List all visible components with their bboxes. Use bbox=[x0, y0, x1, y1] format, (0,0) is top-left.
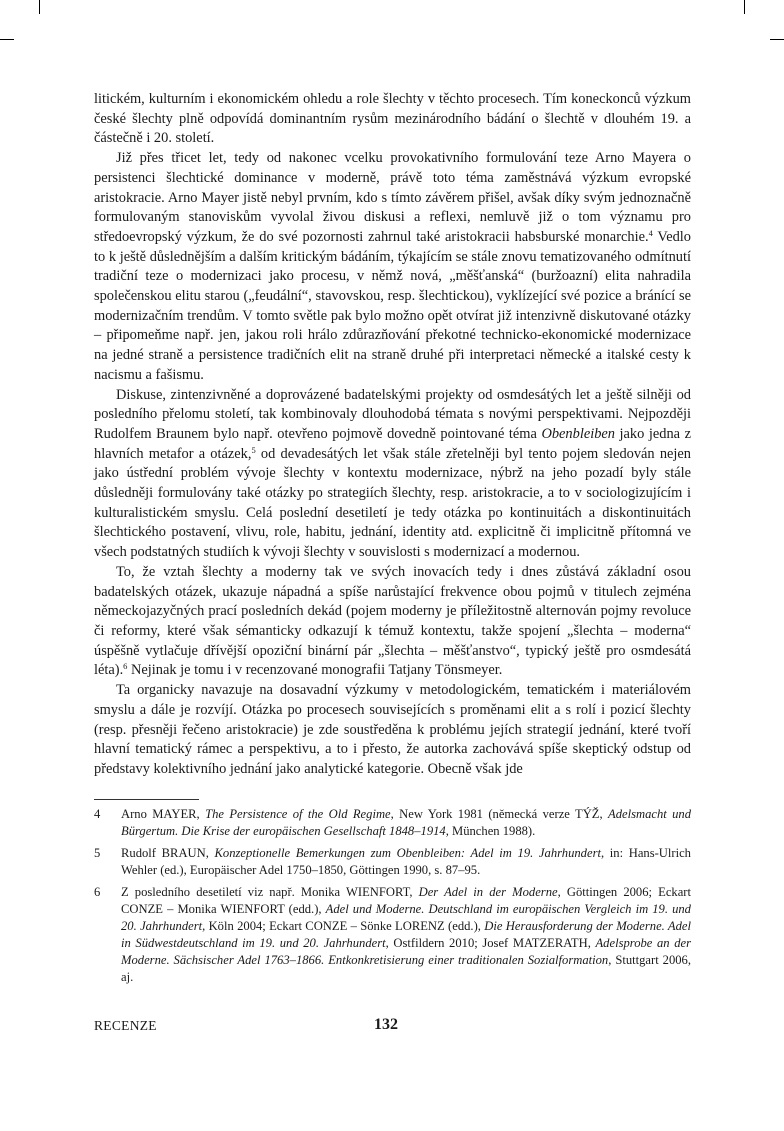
footnote-6-text-a: Z posledního desetiletí viz např. Monika WIENFORT, bbox=[121, 885, 419, 899]
footnote-4-text-b: , New York 1981 (německá verze TÝŽ, bbox=[390, 807, 608, 821]
paragraph-5: Ta organicky navazuje na dosavadní výzkumy v metodologickém, tematickém i materiálovém smyslu a dále je rozvíjí. Otázka po procesech souvisejících s proměnami elit a s rolí i pozicí šlechty (resp. přesněji řečeno aristokracie) je zde soustředěna k problému jejích strategií jednání, které tvoří hlavní tematický rámec a perspektivu, a to i přesto, že autorka zachovává spíše skeptický odstup od představy kolektivního jednání jako analytické kategorie. Obecně však jde bbox=[94, 682, 691, 777]
footnote-4 bbox=[94, 806, 691, 840]
paragraph-3 bbox=[94, 386, 691, 563]
paragraph-2-text-a: Již přes třicet let, tedy od nakonec vcelku provokativního formulování teze Arno Mayera o persistenci šlechtické dominance v moderně, právě toto téma zaměstnává výzkum evropské aristokracie. Arno Mayer jistě nebyl prvním, kdo s tímto závěrem přišel, avšak díky svým jednoznačně formulovaným stanoviskům vyvolal živou diskusi a reflexi, nemluvě již o tom významu pro středoevropský výzkum, že do své pozornosti zahrnul také aristokracii habsburské monarchie. bbox=[94, 150, 691, 245]
footnote-6-text-c: , Köln 2004; Eckart CONZE – Sönke LORENZ (edd.), bbox=[202, 919, 485, 933]
paragraph-3-term: Obenbleiben bbox=[541, 425, 615, 442]
footnote-text bbox=[121, 806, 691, 840]
footnote-ref-6[interactable]: 6 bbox=[123, 661, 128, 672]
crop-mark-top-left-horizontal bbox=[0, 39, 14, 40]
footnote-ref-5[interactable]: 5 bbox=[251, 444, 256, 455]
footnote-6-title-3: Die Herausforderung der Moderne. Adel in Südwestdeutschland im 19. und 20. Jahrhundert bbox=[121, 919, 691, 950]
crop-mark-top-right-vertical bbox=[744, 0, 745, 14]
paragraph-1: litickém, kulturním i ekonomickém ohledu a role šlechty v těchto procesech. Tím koneckonců výzkum české šlechty plně odpovídá dominantním rysům mezinárodního bádání o šlechtě v dlouhém 19. a částečně i 20. století. bbox=[94, 91, 691, 147]
paragraph-2 bbox=[94, 149, 691, 385]
footnote-6-text-b: , Göttingen 2006; Eckart CONZE – Monika WIENFORT (edd.), bbox=[121, 885, 691, 916]
paragraph-3-text-b: jako jedna z hlavních metafor a otázek, bbox=[94, 425, 691, 462]
footnote-6-text-e: , Stuttgart 2006, aj. bbox=[121, 953, 691, 984]
paragraph-3-text-a: Diskuse, zintenzivněné a doprovázené badatelskými projekty od osmdesátých let a ještě silněji od posledního přelomu století, tak kombinovaly dlouhodobá témata s novými perspektivami. Nejpozději Rudolfem Braunem bylo např. otevřeno pojmově dovedně pointované téma bbox=[94, 386, 691, 442]
crop-mark-top-left-vertical bbox=[39, 0, 40, 14]
footnote-6-title-2: Adel und Moderne. Deutschland im europäischen Vergleich im 19. und 20. Jahrhundert bbox=[121, 902, 691, 933]
footnote-number: 6 bbox=[94, 885, 101, 899]
paragraph-2-text-b: Vedlo to k ještě důslednějším a dalším kritickým bádáním, týkajícím se stále znovu tematizovaného odmítnutí tradiční teze o modernizaci jako procesu, v němž nová, „měšťanská“ (buržoazní) elita nahradila společenskou elitu starou („feudální“, stavovskou, resp. šlechtickou), vyklízející své pozice a bránící se modernizačním trendům. V tomto světle pak bylo možno opět otvírat již intenzivně diskutované otázky – připomeňme např. jen, jakou roli hrálo zdůrazňování překotné technicko-ekonomické modernizace na jedné straně a persistence tradičních elit na straně druhé při interpretaci německé a italské cesty k nacismu a fašismu. bbox=[94, 228, 691, 383]
footnote-ref-4[interactable]: 4 bbox=[648, 227, 653, 238]
footnote-number: 4 bbox=[94, 807, 101, 821]
page-number: 132 bbox=[374, 1016, 398, 1033]
footnote-6-text-d: , Ostfildern 2010; Josef MATZERATH, bbox=[385, 936, 596, 950]
footnote-5 bbox=[94, 845, 691, 879]
footnote-6 bbox=[94, 884, 691, 986]
footnote-text bbox=[121, 884, 691, 986]
footnotes bbox=[94, 806, 691, 991]
paragraph-4 bbox=[94, 563, 691, 681]
crop-mark-top-right-horizontal bbox=[770, 39, 784, 40]
footnote-divider bbox=[94, 799, 199, 800]
footnote-4-title-1: The Persistence of the Old Regime bbox=[205, 807, 391, 821]
footnote-5-title-1: Konzeptionelle Bemerkungen zum Obenbleiben: Adel im 19. Jahrhundert bbox=[214, 846, 601, 860]
footnote-5-text-a: Rudolf BRAUN, bbox=[121, 846, 215, 860]
footnote-6-title-1: Der Adel in der Moderne bbox=[418, 885, 558, 899]
paragraph-4-text-b: Nejinak je tomu i v recenzované monografii Tatjany Tönsmeyer. bbox=[127, 662, 503, 679]
footnote-4-title-2: Adelsmacht und Bürgertum. Die Krise der europäischen Gesellschaft 1848–1914 bbox=[121, 807, 692, 838]
running-footer-section: RECENZE bbox=[94, 1018, 157, 1033]
footnote-4-text-c: , München 1988). bbox=[445, 824, 536, 838]
footnote-4-text-a: Arno MAYER, bbox=[121, 807, 206, 821]
paragraph-4-text-a: To, že vztah šlechty a moderny tak ve svých inovacích tedy i dnes zůstává základní osou badatelských otázek, ukazuje nápadná a spíše narůstající frekvence obou pojmů v titulech zejména německojazyčných prací posledních dekád (pojem moderny je příležitostně alternován pojmy revoluce či reformy, které však sémanticky odkazují k témuž kontextu, takže spojení „šlechta – moderna“ úspěšně vytlačuje dřívější opoziční binární pár „šlechta – měšťanstvo“, typický ještě pro osmdesátá léta). bbox=[94, 563, 691, 679]
page-body bbox=[94, 90, 691, 780]
footnote-5-text-b: , in: Hans-Ulrich Wehler (ed.), Europäischer Adel 1750–1850, Göttingen 1990, s. 87–95. bbox=[121, 846, 691, 877]
footnote-text bbox=[121, 845, 691, 879]
footnote-number: 5 bbox=[94, 846, 101, 860]
footnote-6-title-4: Adelsprobe an der Moderne. Sächsischer Adel 1763–1866. Entkonkretisierung einer traditionalen Sozialformation bbox=[121, 936, 691, 967]
paragraph-3-text-c: od devadesátých let však stále zřetelněji byl tento pojem sledován nejen jako ústřední problém vývoje šlechty v kontextu modernizace, nýbrž na jeho pozadí byly stále důsledněji formulovány také otázky po strategiích šlechty, resp. aristokracie, a to v sociologizujícím i kulturalistickém smyslu. Celá poslední desetiletí je tedy otázka po kontinuitách a diskontinuitách šlechtického postavení, vlivu, role, habitu, jednání, identity atd. explicitně či implicitně přítomná ve všech podstatných studiích k vývoji šlechty v souvislosti s modernizací a modernou. bbox=[94, 445, 691, 561]
